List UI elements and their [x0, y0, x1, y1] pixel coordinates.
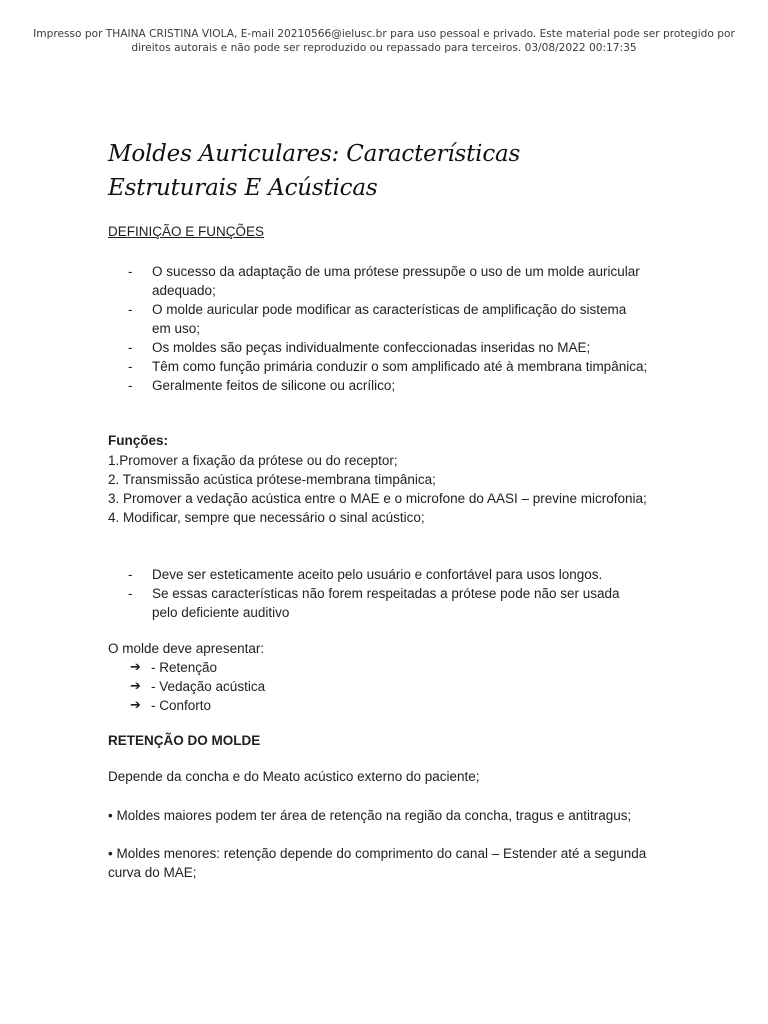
retention-intro: Depende da concha e do Meato acústico externo do paciente; [108, 769, 480, 784]
list-item: - Têm como função primária conduzir o som amplificado até à membrana timpânica; [128, 357, 648, 376]
functions-list [108, 451, 648, 527]
list-item: - Se essas características não forem respeitadas a prótese pode não ser usada pelo deficiente auditivo [128, 584, 648, 622]
function-item: 3. Promover a vedação acústica entre o MAE e o microfone do AASI – previne microfonia; [108, 491, 647, 506]
function-item: 1.Promover a fixação da prótese ou do receptor; [108, 453, 398, 468]
functions-heading: Funções: [108, 433, 169, 448]
functions-notes-list [128, 565, 648, 622]
list-item: - O sucesso da adaptação de uma prótese pressupõe o uso de um molde auricular adequado; [128, 262, 648, 300]
list-item: - Deve ser esteticamente aceito pelo usuário e confortável para usos longos. [128, 565, 648, 584]
arrow-right-icon: ➔ [130, 660, 141, 675]
retention-bullet-2-line: • Moldes menores: retenção depende do comprimento do canal – Estender até a segunda [108, 846, 647, 861]
function-item: 4. Modificar, sempre que necessário o sinal acústico; [108, 510, 425, 525]
function-item: 2. Transmissão acústica prótese-membrana timpânica; [108, 472, 436, 487]
arrow-right-icon: ➔ [130, 679, 141, 694]
definition-heading: DEFINIÇÃO E FUNÇÕES [108, 224, 265, 239]
requirement-label: - Retenção [151, 660, 218, 675]
retention-heading: RETENÇÃO DO MOLDE [108, 733, 261, 748]
retention-bullet-1: • Moldes maiores podem ter área de retenção na região da concha, tragus e antitragus; [108, 808, 632, 823]
print-notice: Impresso por THAINA CRISTINA VIOLA, E-mail 20210566@ielusc.br para uso pessoal e privado. Este material pode ser protegido por direitos autorais e não pode ser reproduzido ou repassado para terceiros. 03/08/2022 00:17:35 [33, 28, 735, 54]
list-item: - O molde auricular pode modificar as características de amplificação do sistema em uso; [128, 300, 648, 338]
retention-bullet-2-line: curva do MAE; [108, 865, 197, 880]
requirements-intro: O molde deve apresentar: [108, 641, 265, 656]
requirements-list [130, 658, 265, 715]
list-item [130, 677, 265, 696]
arrow-right-icon: ➔ [130, 698, 141, 713]
list-item: - Os moldes são peças individualmente confeccionadas inseridas no MAE; [128, 338, 648, 357]
document-title: Moldes Auriculares: Características Estruturais E Acústicas [108, 141, 521, 201]
requirement-label: - Vedação acústica [151, 679, 266, 694]
retention-bullet-2 [108, 844, 648, 882]
list-item: - Geralmente feitos de silicone ou acrílico; [128, 376, 648, 395]
list-item [130, 696, 265, 715]
requirement-label: - Conforto [151, 698, 212, 713]
list-item [130, 658, 265, 677]
definition-list [128, 262, 648, 395]
